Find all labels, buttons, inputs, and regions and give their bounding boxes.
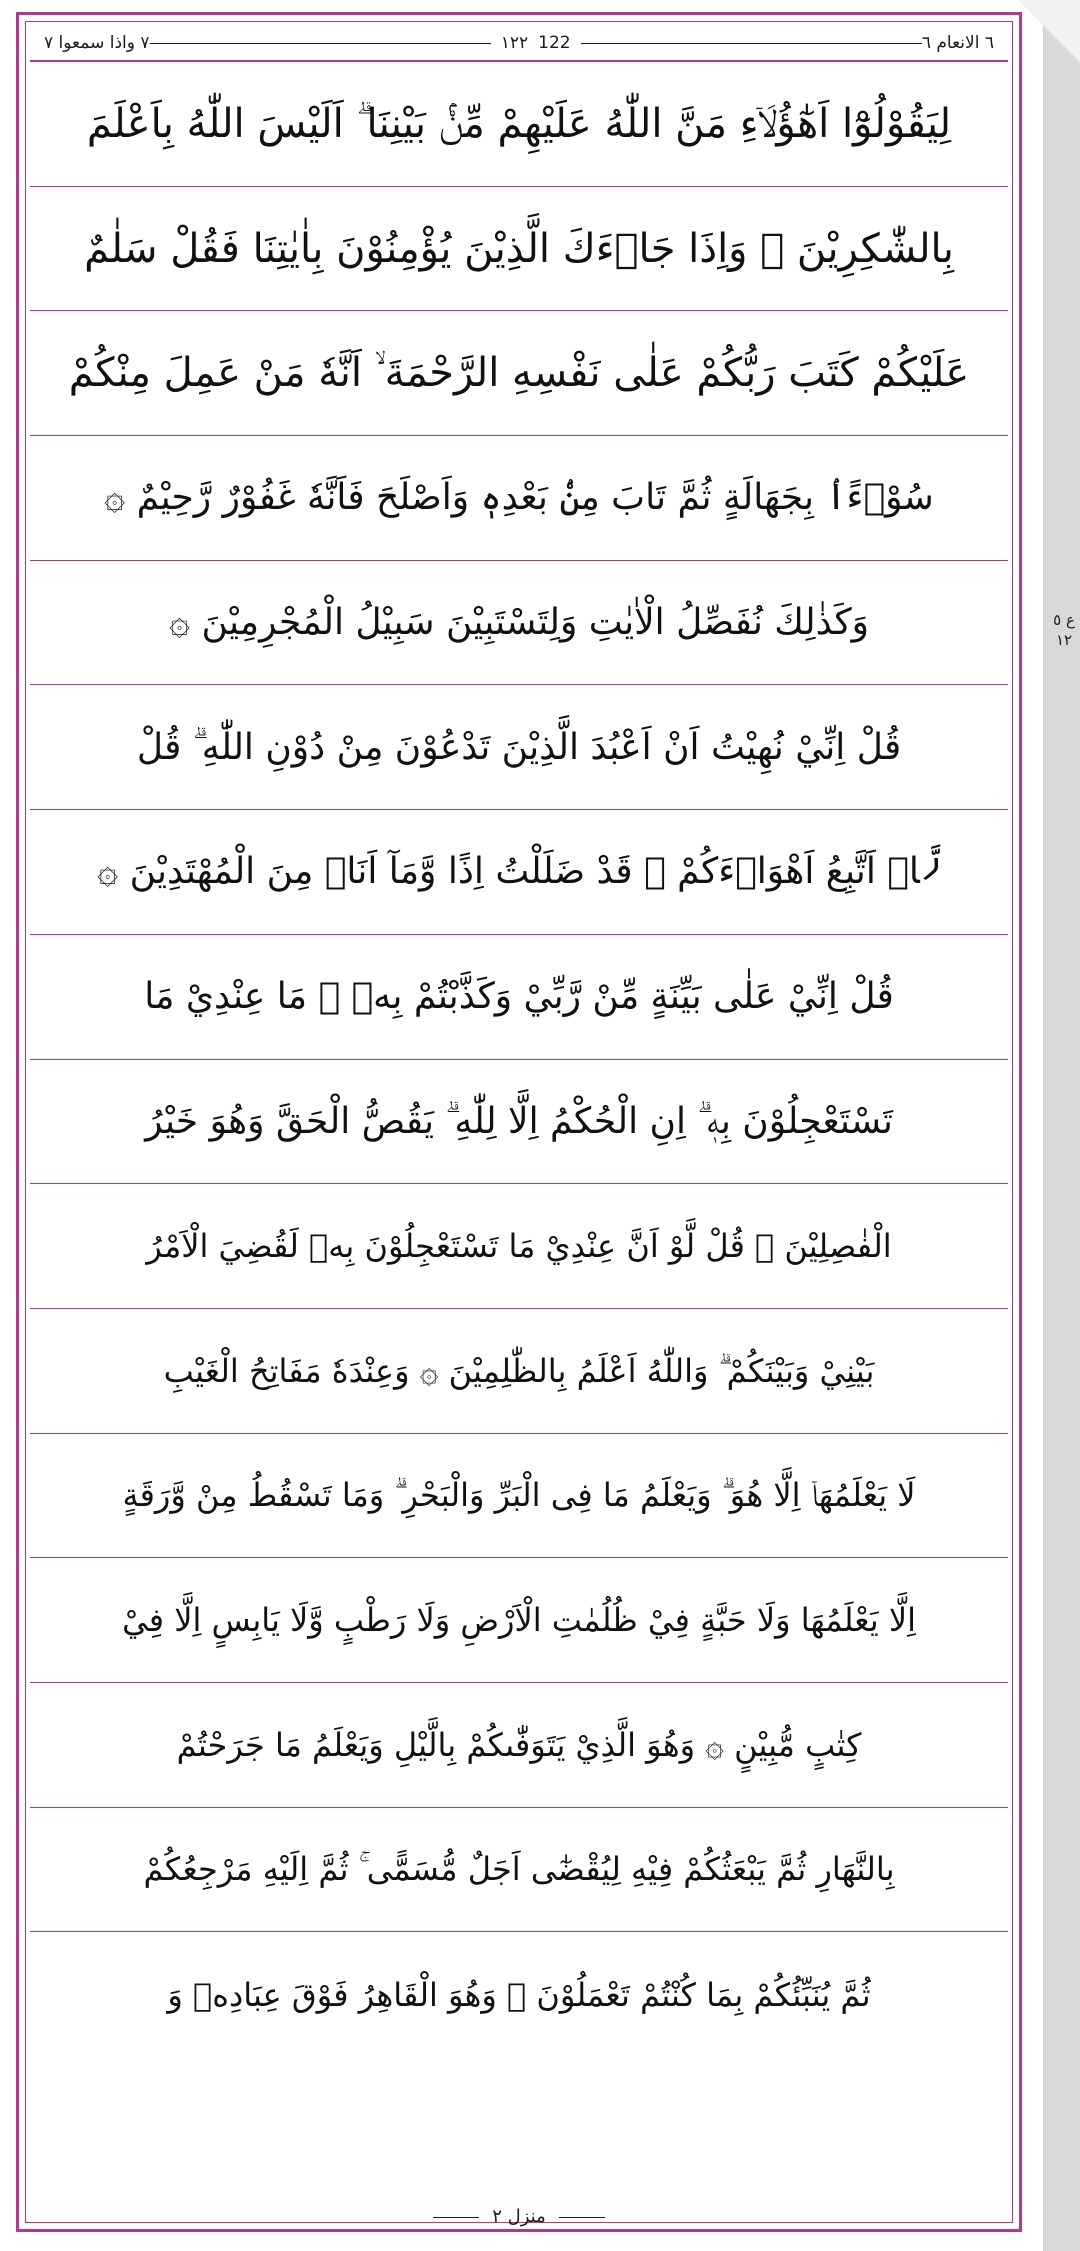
- ayah-line-text: سُوْۤءًاۢ بِجَهَالَةٍ ثُمَّ تَابَ مِنْۢ بَعْدِهٖ وَاَصْلَحَ فَاَنَّهٗ غَفُوْرٌ رَّحِيْمٌ ۞: [104, 477, 934, 519]
- page-header: [30, 26, 1008, 60]
- ayah-line: [30, 1309, 1008, 1434]
- ayah-line: [30, 1558, 1008, 1683]
- ayah-line-text: الْفٰصِلِيْنَ ۞ قُلْ لَّوْ اَنَّ عِنْدِيْ مَا تَسْتَعْجِلُوْنَ بِهٖ لَقُضِيَ الْاَمْرُ: [146, 1227, 892, 1266]
- ayah-line: [30, 561, 1008, 686]
- ayah-line-text: لِيَقُوْلُوْٓا اَهٰٓؤُلَاۤءِ مَنَّ اللّٰهُ عَلَيْهِمْ مِّنْۢ بَيْنِنَا ۗ اَلَيْسَ اللّٰهُ بِاَعْلَمَ: [86, 100, 952, 147]
- ayah-line-text: كِتٰبٍ مُّبِيْنٍ ۞ وَهُوَ الَّذِيْ يَتَوَفّٰىكُمْ بِالَّيْلِ وَيَعْلَمُ مَا جَرَحْتُمْ: [176, 1725, 862, 1764]
- ayah-line: [30, 436, 1008, 561]
- page-footer: [30, 2206, 1008, 2227]
- ayah-line-text: لَا يَعْلَمُهَاۤ اِلَّا هُوَ ۗ وَيَعْلَمُ مَا فِى الْبَرِّ وَالْبَحْرِ ۗ وَمَا تَسْقُطُ مِنْ وَّرَقَةٍ: [122, 1476, 916, 1515]
- ayah-line-text: ثُمَّ يُنَبِّئُكُمْ بِمَا كُنْتُمْ تَعْمَلُوْنَ ۞ وَهُوَ الْقَاهِرُ فَوْقَ عِبَادِهٖ وَ: [167, 1975, 871, 2014]
- ayah-line-text: قُلْ اِنِّيْ نُهِيْتُ اَنْ اَعْبُدَ الَّذِيْنَ تَدْعُوْنَ مِنْ دُوْنِ اللّٰهِ ۗ قُلْ: [136, 726, 902, 768]
- surah-name-label: ٦ الانعام ٦: [921, 33, 994, 53]
- ayah-line: [30, 685, 1008, 810]
- ayah-line: [30, 187, 1008, 312]
- footer-rule-right: [433, 2217, 479, 2218]
- ayah-lines-container: [30, 62, 1008, 2182]
- ayah-line-text: وَكَذٰلِكَ نُفَصِّلُ الْاٰيٰتِ وَلِتَسْتَبِيْنَ سَبِيْلُ الْمُجْرِمِيْنَ ۞: [169, 602, 870, 644]
- ayah-line-text: بِالشّٰكِرِيْنَ ۞ وَاِذَا جَاۤءَكَ الَّذِيْنَ يُؤْمِنُوْنَ بِاٰيٰتِنَا فَقُلْ سَلٰمٌ: [84, 225, 954, 272]
- ayah-line: [30, 1808, 1008, 1933]
- right-margin-strip: [1043, 0, 1080, 2251]
- ruku-side-marker: ع ٥ ١٢: [1053, 611, 1075, 650]
- ayah-line-text: قُلْ اِنِّيْ عَلٰى بَيِّنَةٍ مِّنْ رَّبِّيْ وَكَذَّبْتُمْ بِهٖ ۗ مَا عِنْدِيْ مَا: [144, 976, 894, 1018]
- ayah-line: [30, 1932, 1008, 2057]
- ayah-line-text: تَسْتَعْجِلُوْنَ بِهٖ ۗ اِنِ الْحُكْمُ اِلَّا لِلّٰهِ ۗ يَقُصُّ الْحَقَّ وَهُوَ خَيْرُ: [145, 1100, 893, 1142]
- ayah-line: [30, 1683, 1008, 1808]
- page-corner-fold-icon: [1018, 0, 1080, 62]
- ayah-line: [30, 311, 1008, 436]
- page-number-latin: 122: [538, 33, 571, 53]
- page-number-group: [150, 33, 922, 53]
- ayah-line: [30, 62, 1008, 187]
- ayah-line: [30, 1060, 1008, 1185]
- ayah-line: [30, 1434, 1008, 1559]
- header-rule-left: [150, 43, 491, 44]
- ayah-line-text: بَيْنِيْ وَبَيْنَكُمْ ۗ وَاللّٰهُ اَعْلَمُ بِالظّٰلِمِيْنَ ۞ وَعِنْدَهٗ مَفَاتِحُ الْغَيْبِ: [163, 1351, 875, 1390]
- ayah-line-text: بِالنَّهَارِ ثُمَّ يَبْعَثُكُمْ فِيْهِ لِيُقْضٰٓى اَجَلٌ مُّسَمًّى ۚ ثُمَّ اِلَيْهِ مَرْجِعُكُمْ: [143, 1850, 895, 1889]
- page-number-arabic: ١٢٢: [500, 33, 529, 53]
- ayah-line: [30, 1184, 1008, 1309]
- ayah-line-text: عَلَيْكُمْ كَتَبَ رَبُّكُمْ عَلٰى نَفْسِهِ الرَّحْمَةَ ۙ اَنَّهٗ مَنْ عَمِلَ مِنْكُمْ: [68, 350, 970, 397]
- header-rule-right: [581, 43, 922, 44]
- manzil-label: منزل ٢: [492, 2206, 546, 2227]
- juz-label: ٧ واذا سمعوا ٧: [44, 33, 150, 53]
- ayah-line: [30, 810, 1008, 935]
- ayah-line-text: اِلَّا يَعْلَمُهَا وَلَا حَبَّةٍ فِيْ ظُلُمٰتِ الْاَرْضِ وَلَا رَطْبٍ وَّلَا يَابِسٍ اِلَّا فِيْ: [122, 1601, 916, 1640]
- footer-rule-left: [559, 2217, 605, 2218]
- ayah-line: [30, 935, 1008, 1060]
- ayah-line-text: لَّاۤ اَتَّبِعُ اَهْوَاۤءَكُمْ ۙ قَدْ ضَلَلْتُ اِذًا وَّمَآ اَنَا۠ مِنَ الْمُهْتَدِيْنَ ۞: [97, 851, 941, 893]
